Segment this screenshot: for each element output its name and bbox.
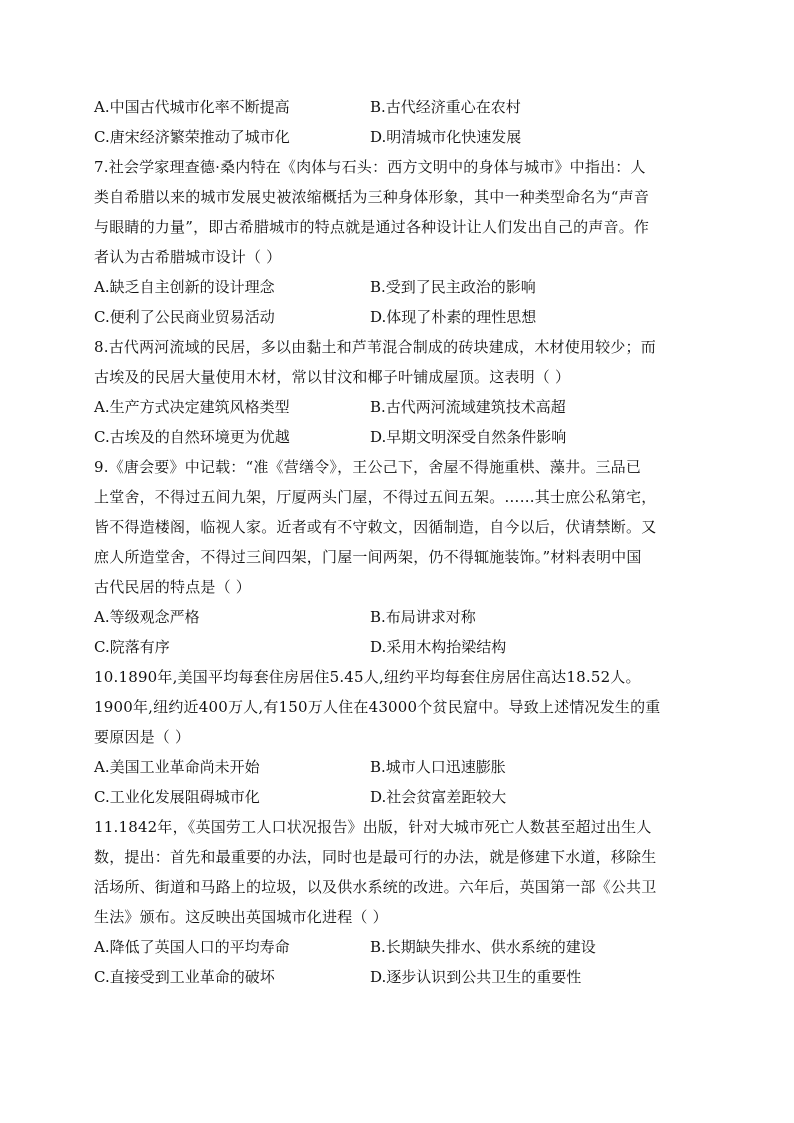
q8-option-a[interactable]: A.生产方式决定建筑风格类型: [94, 398, 290, 416]
q9-stem: [94, 452, 706, 602]
q8-stem-line: 古埃及的民居大量使用木材，常以甘汶和椰子叶铺成屋顶。这表明（ ）: [94, 368, 571, 386]
q9-option-c[interactable]: C.院落有序: [94, 638, 170, 656]
q8-stem-line: 8.古代两河流域的民居，多以由黏土和芦苇混合制成的砖块建成，木材使用较少；而: [94, 338, 656, 356]
q10-option-d[interactable]: D.社会贫富差距较大: [370, 788, 507, 806]
q6-option-b[interactable]: B.古代经济重心在农村: [370, 98, 521, 116]
q6-option-d[interactable]: D.明清城市化快速发展: [370, 128, 522, 146]
q11-stem-line: 数，提出：首先和最重要的办法，同时也是最可行的办法，就是修建下水道，移除生: [94, 848, 657, 866]
q6-option-c[interactable]: C.唐宋经济繁荣推动了城市化: [94, 128, 290, 146]
q6-options-row-2: [94, 122, 706, 152]
q7-stem-line: 与眼睛的力量”，即古希腊城市的特点就是通过各种设计让人们发出自己的声音。作: [94, 218, 650, 236]
q9-stem-line: 上堂舍，不得过五间九架，厅厦两头门屋，不得过五间五架。……其士庶公私第宅，: [94, 488, 657, 506]
q6-options-row-1: [94, 92, 706, 122]
q7-options-row-2: [94, 302, 706, 332]
q11-options-row-2: [94, 962, 706, 992]
q8-option-c[interactable]: C.古埃及的自然环境更为优越: [94, 428, 290, 446]
q10-stem: [94, 662, 706, 752]
q10-stem-line: 10.1890年,美国平均每套住房居住5.45人,纽约平均每套住房居住高达18.52人。: [94, 668, 641, 686]
q7-option-a[interactable]: A.缺乏自主创新的设计理念: [94, 278, 275, 296]
q6-option-a[interactable]: A.中国古代城市化率不断提高: [94, 98, 290, 116]
q7-option-b[interactable]: B.受到了民主政治的影响: [370, 278, 536, 296]
q7-stem-line: 者认为古希腊城市设计（ ）: [94, 248, 282, 266]
q7-stem-line: 类自希腊以来的城市发展史被浓缩概括为三种身体形象，其中一种类型命名为“声音: [94, 188, 650, 206]
q10-option-a[interactable]: A.美国工业革命尚未开始: [94, 758, 260, 776]
q11-options-row-1: [94, 932, 706, 962]
q8-stem: [94, 332, 706, 392]
q7-options-row-1: [94, 272, 706, 302]
q9-stem-line: 9.《唐会要》中记载：“准《营缮令》，王公己下，舍屋不得施重栱、藻井。三品已: [94, 458, 642, 476]
q8-options-row-1: [94, 392, 706, 422]
q10-option-c[interactable]: C.工业化发展阻碍城市化: [94, 788, 260, 806]
q11-option-b[interactable]: B.长期缺失排水、供水系统的建设: [370, 938, 596, 956]
q9-options-row-2: [94, 632, 706, 662]
q9-stem-line: 庶人所造堂舍，不得过三间四架，门屋一间两架，仍不得辄施装饰。”材料表明中国: [94, 548, 642, 566]
q10-options-row-2: [94, 782, 706, 812]
q8-option-d[interactable]: D.早期文明深受自然条件影响: [370, 428, 567, 446]
q10-options-row-1: [94, 752, 706, 782]
exam-page: [94, 92, 706, 992]
q11-option-d[interactable]: D.逐步认识到公共卫生的重要性: [370, 968, 582, 986]
q10-stem-line: 要原因是（ ）: [94, 728, 191, 746]
q7-option-d[interactable]: D.体现了朴素的理性思想: [370, 308, 537, 326]
q10-stem-line: 1900年,纽约近400万人,有150万人住在43000个贫民窟中。导致上述情况发生的重: [94, 698, 661, 716]
q9-option-d[interactable]: D.采用木构抬梁结构: [370, 638, 507, 656]
q9-option-a[interactable]: A.等级观念严格: [94, 608, 200, 626]
q11-option-a[interactable]: A.降低了英国人口的平均寿命: [94, 938, 290, 956]
q7-stem-line: 7.社会学家理查德·桑内特在《肉体与石头：西方文明中的身体与城市》中指出：人: [94, 158, 646, 176]
q10-option-b[interactable]: B.城市人口迅速膨胀: [370, 758, 506, 776]
q11-option-c[interactable]: C.直接受到工业革命的破坏: [94, 968, 275, 986]
q9-options-row-1: [94, 602, 706, 632]
q9-stem-line: 古代民居的特点是（ ）: [94, 578, 251, 596]
q8-options-row-2: [94, 422, 706, 452]
q7-option-c[interactable]: C.便利了公民商业贸易活动: [94, 308, 275, 326]
q7-stem: [94, 152, 706, 272]
q11-stem-line: 11.1842年，《英国劳工人口状况报告》出版，针对大城市死亡人数甚至超过出生人: [94, 818, 652, 836]
q11-stem-line: 活场所、街道和马路上的垃圾，以及供水系统的改进。六年后，英国第一部《公共卫: [94, 878, 657, 896]
q11-stem-line: 生法》颁布。这反映出英国城市化进程（ ）: [94, 908, 388, 926]
q9-option-b[interactable]: B.布局讲求对称: [370, 608, 476, 626]
q8-option-b[interactable]: B.古代两河流域建筑技术高超: [370, 398, 566, 416]
q11-stem: [94, 812, 706, 932]
q9-stem-line: 皆不得造楼阁，临视人家。近者或有不守敕文，因循制造，自今以后，伏请禁断。又: [94, 518, 657, 536]
